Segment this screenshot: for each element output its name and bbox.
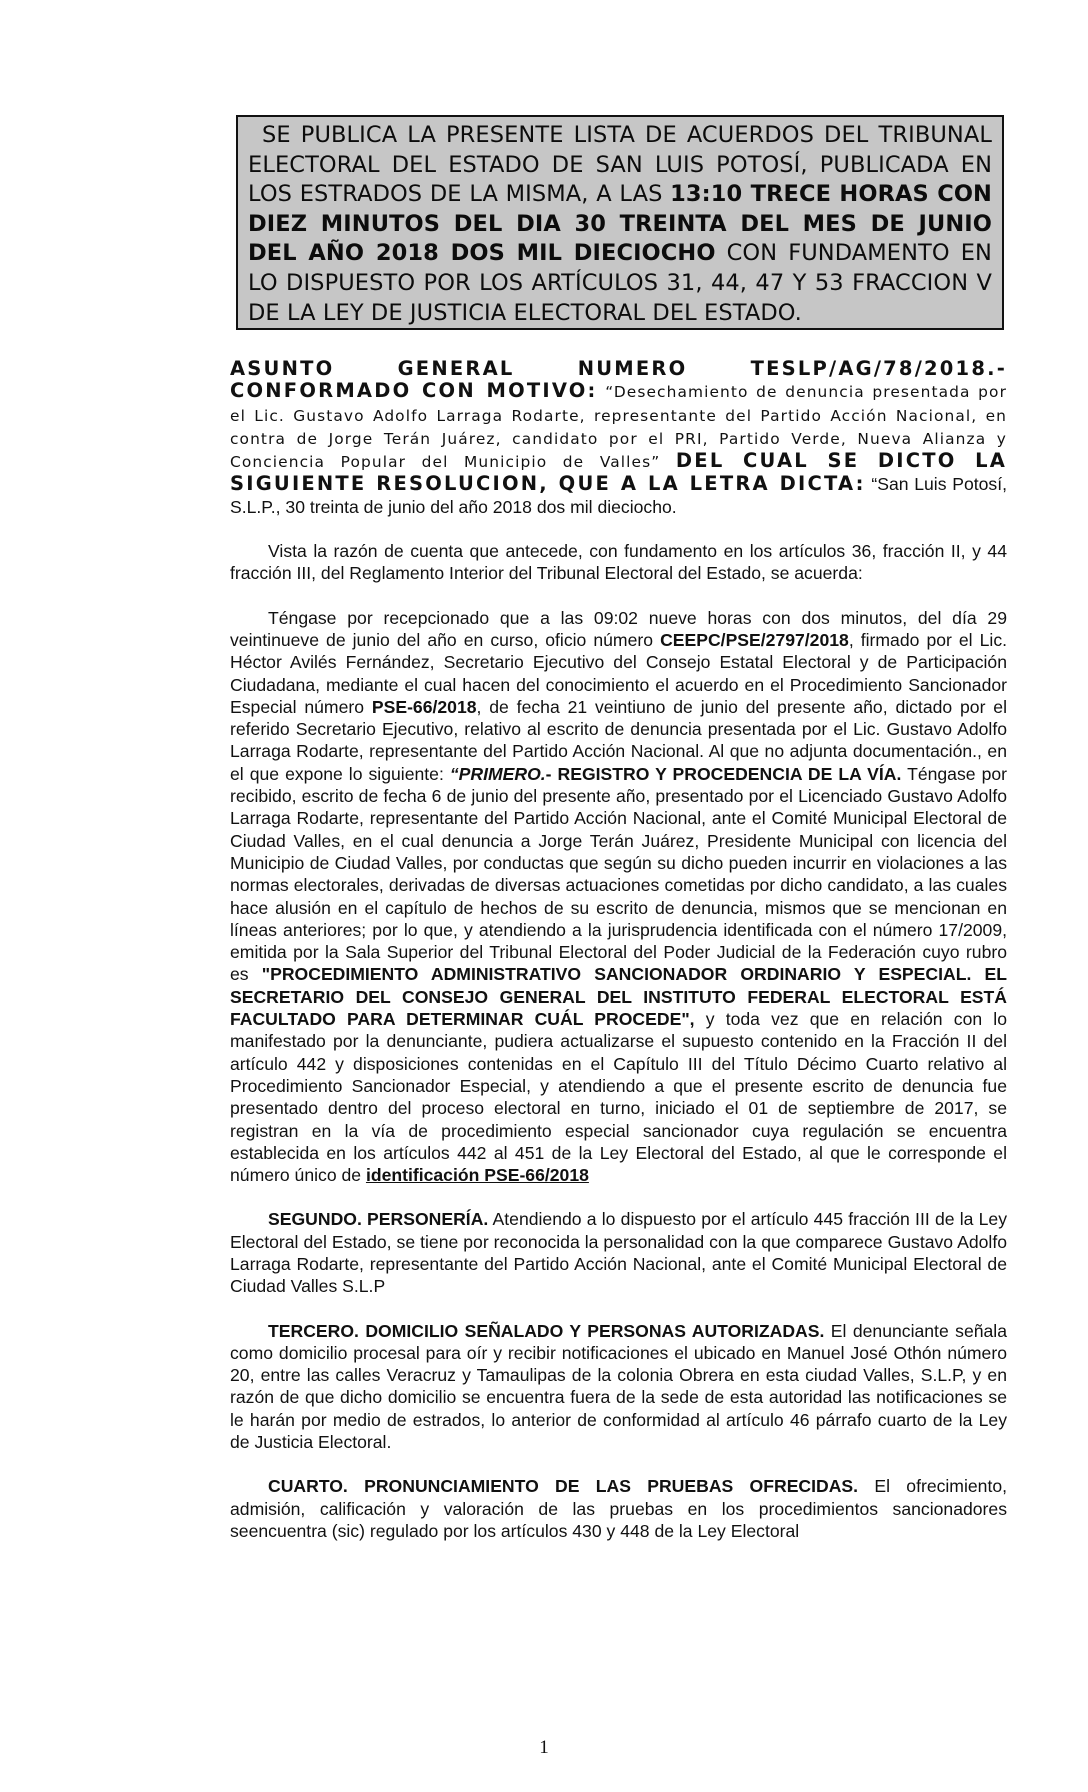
tercero-heading: TERCERO. DOMICILIO SEÑALADO Y PERSONAS AUTORIZADAS. xyxy=(268,1320,825,1341)
asunto-dicta: DEL CUAL SE DICTO LA SIGUIENTE RESOLUCION, QUE A LA LETRA DICTA: xyxy=(230,449,1007,496)
tercero-text: El denunciante señala como domicilio procesal para oír y recibir notificaciones el ubicado en Manuel José Othón número 20, entre las calles Veracruz y Tamaulipas de la colonia Obrera en esta ciudad Valles, S.L.P, y en razón de que dicho domicilio se encuentra fuera de la sede de esta autoridad las notificaciones se le harán por medio de estrados, lo anterior de conformidad al artículo 46 párrafo cuarto de la Ley de Justicia Electoral. xyxy=(230,1320,1007,1453)
oficio-number: CEEPC/PSE/2797/2018 xyxy=(660,629,849,650)
registro-heading: - REGISTRO Y PROCEDENCIA DE LA VÍA. xyxy=(545,763,902,784)
cuarto-paragraph xyxy=(230,1475,1007,1542)
tengase-paragraph xyxy=(230,607,1007,1187)
segundo-text: Atendiendo a lo dispuesto por el artículo 445 fracción III de la Ley Electoral del Estado, se tiene por reconocida la personalidad con la que comparece Gustavo Adolfo Larraga Rodarte, representante del Partido Acción Nacional, ante el Comité Municipal Electoral de Ciudad Valles S.L.P xyxy=(230,1209,1007,1297)
notice-text-part1: SE PUBLICA LA PRESENTE LISTA DE ACUERDOS DEL TRIBUNAL ELECTORAL DEL ESTADO DE SAN LUIS POTOSÍ, PUBLICADA EN LOS ESTRADOS DE LA MISMA, A LAS xyxy=(248,122,992,208)
tengase-text-2: , firmado por el Lic. Héctor Avilés Fernández, Secretario Ejecutivo del Consejo Estatal Electoral y de Participación Ciudadana, mediante el cual hacen del conocimiento el acuerdo en el Procedimiento Sancionador Especial número xyxy=(230,629,1007,717)
publication-notice-box xyxy=(236,115,1004,330)
tengase-text-1: Téngase por recepcionado que a las 09:02 nueve horas con dos minutos, del día 29 veintinueve de junio del año en curso, oficio número xyxy=(230,607,1007,650)
primero-label: “PRIMERO. xyxy=(449,763,546,784)
asunto-motivo: “Desechamiento de denuncia presentada por el Lic. Gustavo Adolfo Larraga Rodarte, representante del Partido Acción Nacional, en contra de Jorge Terán Juárez, candidato por el PRI, Partido Verde, Nueva Alianza y Conciencia Popular del Municipio de Valles” xyxy=(230,383,1007,472)
document-body xyxy=(230,358,1007,1542)
identificacion-pse: identificación PSE-66/2018 xyxy=(365,1165,589,1186)
tengase-text-3: , de fecha 21 veintiuno de junio del presente año, dictado por el referido Secretario Ejecutivo, relativo al escrito de denuncia presentada por el Lic. Gustavo Adolfo Larraga Rodarte, representante del Partido Acción Nacional. Al que no adjunta documentación., en el que expone lo siguiente: xyxy=(230,696,1007,784)
page-number: 1 xyxy=(539,1737,549,1758)
asunto-paragraph xyxy=(230,358,1007,518)
tengase-text-4: Téngase por recibido, escrito de fecha 6 de junio del presente año, presentado por el Licenciado Gustavo Adolfo Larraga Rodarte, representante del Partido Acción Nacional, ante el Comité Municipal Electoral de Ciudad Valles, en el cual denuncia a Jorge Terán Juárez, Presidente Municipal con licencia del Municipio de Ciudad Valles, por conductas que según su dicho pueden incurrir en violaciones a las normas electorales, derivadas de diversas actuaciones cometidas por dicho candidato, a las cuales hace alusión en el capítulo de hechos de su escrito de denuncia, mismos que se mencionan en líneas anteriores; por lo que, y atendiendo a la jurisprudencia identificada con el número 17/2009, emitida por la Sala Superior del Tribunal Electoral del Poder Judicial de la Federación cuyo rubro es xyxy=(230,763,1007,985)
asunto-heading: ASUNTO GENERAL NUMERO TESLP/AG/78/2018.-CONFORMADO CON MOTIVO: xyxy=(230,357,1007,403)
vista-paragraph: Vista la razón de cuenta que antecede, con fundamento en los artículos 36, fracción II, y 44 fracción III, del Reglamento Interior del Tribunal Electoral del Estado, se acuerda: xyxy=(230,541,1007,584)
notice-date-bold: 13:10 TRECE HORAS CON DIEZ MINUTOS DEL DIA 30 TREINTA DEL MES DE JUNIO DEL AÑO 2018 DOS MIL DIECIOCHO xyxy=(248,181,992,267)
notice-text-part2: CON FUNDAMENTO EN LO DISPUESTO POR LOS ARTÍCULOS 31, 44, 47 Y 53 FRACCION V DE LA LEY DE JUSTICIA ELECTORAL DEL ESTADO. xyxy=(248,240,992,326)
cuarto-heading: CUARTO. PRONUNCIAMIENTO DE LAS PRUEBAS OFRECIDAS. xyxy=(268,1476,859,1497)
segundo-heading: SEGUNDO. PERSONERÍA. xyxy=(268,1209,489,1230)
asunto-fecha: “San Luis Potosí, S.L.P., 30 treinta de junio del año 2018 dos mil dieciocho. xyxy=(230,474,1007,517)
jurisprudencia-rubro: "PROCEDIMIENTO ADMINISTRATIVO SANCIONADOR ORDINARIO Y ESPECIAL. EL SECRETARIO DEL CONSEJO GENERAL DEL INSTITUTO FEDERAL ELECTORAL ESTÁ FACULTADO PARA DETERMINAR CUÁL PROCEDE", xyxy=(230,964,1007,1030)
cuarto-text: El ofrecimiento, admisión, calificación y valoración de las pruebas en los procedimientos sancionadores seencuentra (sic) regulado por los artículos 430 y 448 de la Ley Electoral xyxy=(230,1476,1007,1541)
tercero-paragraph xyxy=(230,1320,1007,1454)
pse-number: PSE-66/2018 xyxy=(371,696,477,717)
tengase-text-5: y toda vez que en relación con lo manifestado por la denunciante, pudiera actualizarse el supuesto contenido en la Fracción II del artículo 442 y disposiciones contenidas en el Capítulo III del Título Décimo Cuarto relativo al Procedimiento Sancionador Especial, y atendiendo a que el presente escrito de denuncia fue presentado dentro del proceso electoral en turno, iniciado el 01 de septiembre de 2017, se registran en la vía de procedimiento especial sancionador cuya regulación se encuentra establecida en los artículos 442 al 451 de la Ley Electoral del Estado, al que le corresponde el número único de xyxy=(230,1009,1008,1186)
publication-notice-text xyxy=(248,121,992,328)
segundo-paragraph xyxy=(230,1208,1007,1297)
